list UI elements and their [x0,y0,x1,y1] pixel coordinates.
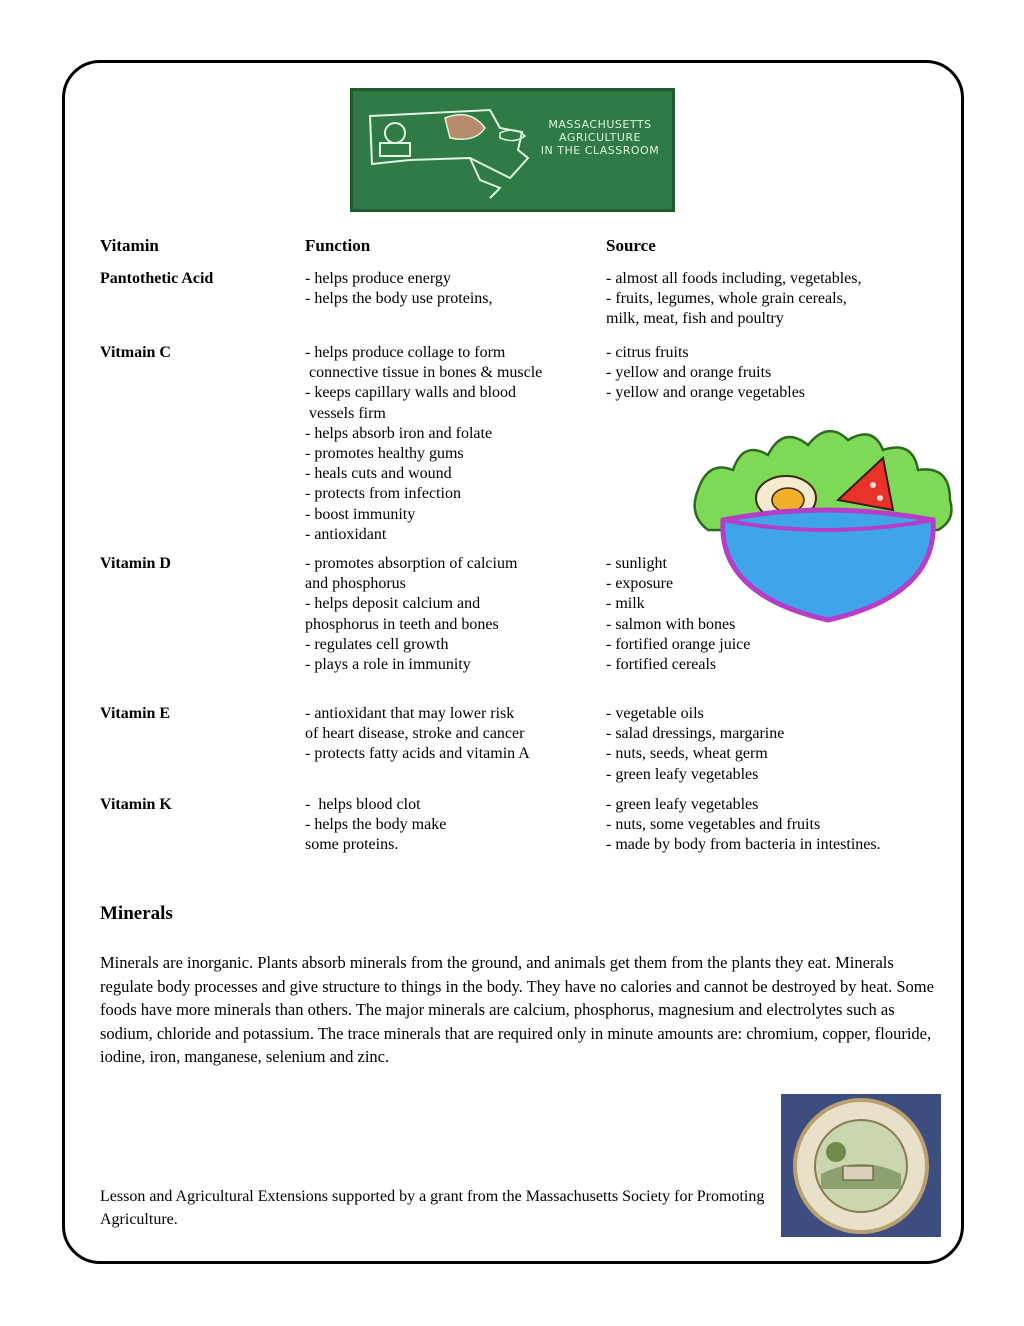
vitamin-source: - vegetable oils - salad dressings, margarine - nuts, seeds, wheat germ - green leafy vegetables [606,705,785,783]
vitamin-source: - sunlight - exposure - milk - salmon with bones - fortified orange juice - fortified cereals [606,555,751,674]
vitamin-function: - helps blood clot - helps the body make some proteins. [305,796,447,854]
minerals-paragraph: Minerals are inorganic. Plants absorb minerals from the ground, and animals get them from the plants they eat. Minerals regulate body processes and give structure to things in the body. They have no calories and cannot be destroyed by heat. Some foods have more minerals than others. The major minerals are calcium, phosphorus, magnesium and electrolytes such as sodium, chloride and potassium. The trace minerals that are required only in minute amounts are: chromium, copper, flouride, iodine, iron, manganese, selenium and zinc. [100,953,934,1067]
logo-line-2: AGRICULTURE [559,131,641,144]
footer-credit: Lesson and Agricultural Extensions supported by a grant from the Massachusetts Society for Promoting Agriculture. [100,1188,765,1228]
vitamin-function: - helps produce collage to form connective tissue in bones & muscle - keeps capillary walls and blood vessels firm - helps absorb iron and folate - promotes healthy gums - heals cuts and wound - protects from infection - boost immunity - antioxidant [305,344,543,543]
salad-bowl-illustration [688,420,963,635]
minerals-heading: Minerals [100,903,173,924]
massachusetts-agriculture-logo [350,88,675,212]
society-seal-image [781,1094,941,1237]
logo-text [535,118,665,157]
vitamin-source: - almost all foods including, vegetables, - fruits, legumes, whole grain cereals, milk, meat, fish and poultry [606,270,862,328]
vitamin-name: Vitmain C [100,344,171,361]
header-source: Source [606,236,656,255]
vitamin-name: Vitamin D [100,555,171,572]
vitamin-function: - promotes absorption of calcium and phosphorus - helps deposit calcium and phosphorus in teeth and bones - regulates cell growth - plays a role in immunity [305,555,518,674]
logo-line-1: MASSACHUSETTS [548,118,652,131]
vitamin-source: - citrus fruits - yellow and orange fruits - yellow and orange vegetables [606,344,806,402]
header-function: Function [305,236,371,255]
vitamin-name: Vitamin K [100,796,172,813]
header-vitamin: Vitamin [100,236,159,255]
logo-line-3: IN THE CLASSROOM [540,144,660,157]
vitamin-function: - helps produce energy - helps the body use proteins, [305,270,493,308]
vitamin-name: Pantothetic Acid [100,270,214,287]
vitamin-name: Vitamin E [100,705,171,722]
vitamin-source: - green leafy vegetables - nuts, some vegetables and fruits - made by body from bacteria in intestines. [606,796,881,854]
vitamin-function: - antioxidant that may lower risk of heart disease, stroke and cancer - protects fatty acids and vitamin A [305,705,530,763]
